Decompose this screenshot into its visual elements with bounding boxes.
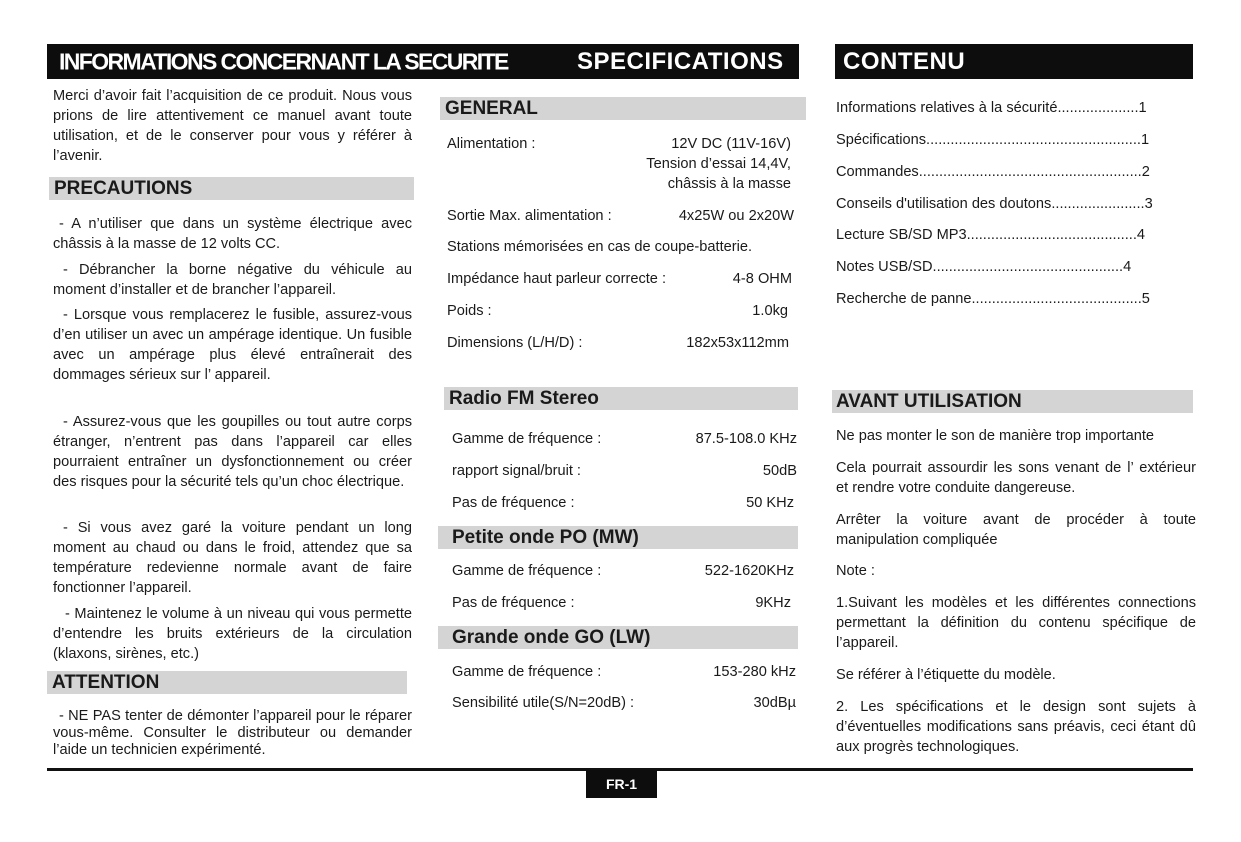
max-output-row: [447, 206, 794, 226]
toc-entry-usb-notes[interactable]: [836, 257, 1197, 277]
attention-heading: ATTENTION: [47, 671, 407, 694]
mw-step-value: 9KHz: [755, 595, 791, 611]
toc-leader: .......................: [1051, 196, 1145, 212]
before-use-note: Note :: [836, 563, 875, 579]
power-value-3: châssis à la masse: [667, 176, 791, 192]
toc-page: 4: [1136, 227, 1146, 243]
lw-freq-label: Gamme de fréquence :: [452, 664, 602, 680]
power-row: [447, 134, 791, 194]
safety-title: INFORMATIONS CONCERNANT LA SECURITE: [59, 48, 508, 74]
before-use-p7: 2. Les spécifications et le design sont sujets à d’éventuelles modifications sans préavis, ceci étant dû aux progrès technologiques.: [836, 699, 1196, 755]
safety-specs-banner: [47, 44, 799, 79]
lw-sens-row: [452, 693, 796, 713]
fm-snr-row: [452, 461, 797, 481]
max-output-value: 4x25W ou 2x20W: [678, 208, 794, 224]
toc-leader: .....................................................: [926, 132, 1141, 148]
fm-snr-label: rapport signal/bruit :: [452, 463, 581, 479]
general-heading: GENERAL: [440, 97, 806, 120]
toc-label: Spécifications: [836, 132, 927, 148]
toc-page: 3: [1144, 196, 1153, 212]
power-value-2: Tension d’essai 14,4V,: [646, 156, 791, 172]
toc-label: Commandes: [836, 164, 919, 180]
toc-leader: ..........................................: [966, 227, 1137, 243]
lw-heading: Grande onde GO (LW): [438, 626, 798, 649]
mw-freq-label: Gamme de fréquence :: [452, 563, 602, 579]
impedance-label: Impédance haut parleur correcte :: [447, 271, 667, 287]
mw-freq-value: 522-1620KHz: [704, 563, 794, 579]
lw-sens-label: Sensibilité utile(S/N=20dB) :: [452, 695, 635, 711]
lw-freq-row: [452, 662, 796, 682]
lw-sens-value: 30dBµ: [753, 695, 796, 711]
max-output-label: Sortie Max. alimentation :: [447, 208, 612, 224]
impedance-row: [447, 269, 792, 289]
mw-heading: Petite onde PO (MW): [438, 526, 798, 549]
before-use-p3: Arrêter la voiture avant de procéder à toute manipulation compliquée: [836, 512, 1196, 548]
precaution-item-3: - Lorsque vous remplacerez le fusible, assurez-vous d’en utiliser un avec un ampérage identique. Un fusible avec un ampérage plus élevé entraînerait des dommages sérieux sur l’ appareil.: [53, 307, 412, 383]
toc-entry-controls[interactable]: [836, 162, 1197, 182]
impedance-value: 4-8 OHM: [732, 271, 792, 287]
before-use-p5: 1.Suivant les modèles et les différentes connections permettant la définition du contenu spécifique de l’appareil.: [836, 595, 1196, 651]
toc-page: 5: [1141, 291, 1150, 307]
dimensions-row: [447, 333, 789, 353]
mw-step-row: [452, 593, 791, 613]
toc-label: Conseils d'utilisation des doutons: [836, 196, 1052, 212]
toc-leader: ...............................................: [932, 259, 1124, 275]
dimensions-label: Dimensions (L/H/D) :: [447, 335, 583, 351]
before-use-heading: AVANT UTILISATION: [832, 390, 1193, 413]
fm-freq-label: Gamme de fréquence :: [452, 431, 602, 447]
weight-label: Poids :: [447, 303, 492, 319]
dimensions-value: 182x53x112mm: [686, 335, 789, 351]
precautions-heading: PRECAUTIONS: [49, 177, 414, 200]
before-use-p2: Cela pourrait assourdir les sons venant de l’ extérieur et rendre votre conduite dangereuse.: [836, 460, 1196, 496]
toc-entry-troubleshooting[interactable]: [836, 289, 1197, 309]
toc-page: 1: [1138, 100, 1147, 116]
toc-label: Informations relatives à la sécurité: [836, 100, 1058, 116]
before-use-p1: Ne pas monter le son de manière trop importante: [836, 428, 1154, 444]
precaution-item-5: - Si vous avez garé la voiture pendant un long moment au chaud ou dans le froid, attendez que sa température redevienne normale avant de faire fonctionner l’appareil.: [53, 520, 412, 596]
fm-step-row: [452, 493, 794, 513]
lw-freq-value: 153-280 kHz: [713, 664, 796, 680]
power-value-1: 12V DC (11V-16V): [671, 136, 791, 152]
power-label: Alimentation :: [447, 136, 536, 152]
fm-freq-row: [452, 429, 797, 449]
before-use-p6: Se référer à l’étiquette du modèle.: [836, 667, 1056, 683]
attention-text: - NE PAS tenter de démonter l’appareil pour le réparer vous-même. Consulter le distributeur ou demander l’aide un technicien expérimenté.: [53, 708, 412, 758]
precaution-item-4: - Assurez-vous que les goupilles ou tout autre corps étranger, n’entrent pas dans l’appareil car elles pourraient entraîner un dysfonctionnement ou créer des risques pour la sécurité tels qu’un choc électrique.: [53, 414, 412, 490]
specs-title: SPECIFICATIONS: [577, 47, 784, 75]
contents-banner: [835, 44, 1193, 79]
toc-label: Lecture SB/SD MP3: [836, 227, 967, 243]
toc-leader: ....................: [1057, 100, 1139, 116]
precaution-item-2: - Débrancher la borne négative du véhicule au moment d’installer et de brancher l’appareil.: [53, 262, 412, 298]
fm-step-value: 50 KHz: [746, 495, 794, 511]
mw-freq-row: [452, 561, 794, 581]
weight-value: 1.0kg: [752, 303, 788, 319]
page-number: FR-1: [586, 770, 657, 798]
fm-freq-value: 87.5-108.0 KHz: [695, 431, 797, 447]
toc-page: 2: [1141, 164, 1150, 180]
memory-row: [447, 237, 797, 257]
toc-entry-mp3-playback[interactable]: [836, 225, 1197, 245]
toc-entry-specifications[interactable]: [836, 130, 1197, 150]
toc-page: 4: [1123, 259, 1132, 275]
toc-entry-button-tips[interactable]: [836, 194, 1197, 214]
toc-label: Notes USB/SD: [836, 259, 933, 275]
toc-label: Recherche de panne: [836, 291, 972, 307]
fm-snr-value: 50dB: [762, 463, 797, 479]
toc-leader: ..........................................: [971, 291, 1142, 307]
mw-step-label: Pas de fréquence :: [452, 595, 575, 611]
precaution-item-1: - A n’utiliser que dans un système électrique avec châssis à la masse de 12 volts CC.: [53, 216, 412, 252]
fm-heading: Radio FM Stereo: [444, 387, 798, 410]
weight-row: [447, 301, 788, 321]
contents-title: CONTENU: [843, 47, 966, 75]
fm-step-label: Pas de fréquence :: [452, 495, 575, 511]
memory-text: Stations mémorisées en cas de coupe-batterie.: [447, 239, 753, 255]
intro-text: Merci d’avoir fait l’acquisition de ce produit. Nous vous prions de lire attentivement ce manuel avant toute utilisation, et de le conserver pour vous y référer à l’avenir.: [53, 88, 412, 164]
toc-page: 1: [1140, 132, 1150, 148]
toc-leader: .......................................................: [918, 164, 1142, 180]
precaution-item-6: - Maintenez le volume à un niveau qui vous permette d’entendre les bruits extérieurs de la circulation (klaxons, sirènes, etc.): [53, 606, 412, 662]
toc-entry-safety[interactable]: [836, 98, 1197, 118]
